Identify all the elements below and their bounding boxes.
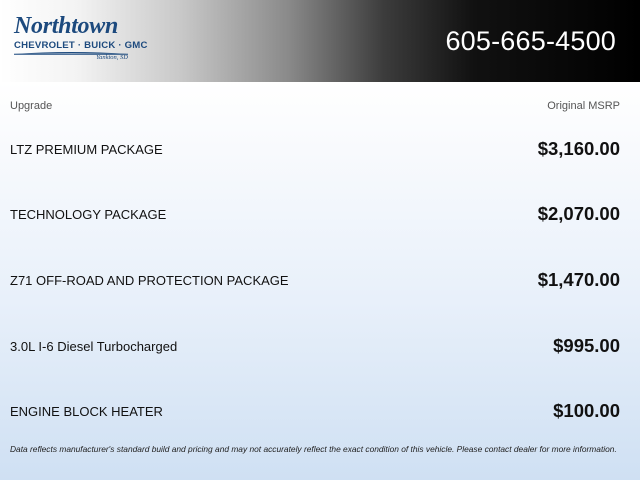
upgrade-name: TECHNOLOGY PACKAGE [10, 207, 167, 222]
table-row [0, 331, 640, 361]
upgrade-name: 3.0L I-6 Diesel Turbocharged [10, 339, 178, 354]
upgrade-price: $995.00 [553, 335, 620, 356]
header-banner [0, 0, 640, 82]
upgrade-name: Z71 OFF-ROAD AND PROTECTION PACKAGE [10, 273, 289, 288]
upgrade-price: $3,160.00 [537, 138, 620, 159]
column-header-msrp: Original MSRP [547, 100, 620, 112]
upgrade-price: $1,470.00 [537, 269, 620, 290]
table-row [0, 134, 640, 164]
table-row [0, 199, 640, 229]
logo-brands: CHEVROLET · BUICK · GMC [14, 40, 148, 51]
table-row [0, 265, 640, 295]
table-row [0, 396, 640, 426]
logo-city: Yankton, SD [96, 54, 128, 61]
upgrade-name: LTZ PREMIUM PACKAGE [10, 142, 163, 157]
dealer-logo[interactable] [12, 13, 148, 66]
column-header-upgrade: Upgrade [10, 100, 53, 112]
logo-name: Northtown [14, 13, 119, 39]
upgrade-name: ENGINE BLOCK HEATER [10, 404, 163, 419]
upgrade-price: $2,070.00 [537, 203, 620, 224]
upgrade-price: $100.00 [553, 400, 620, 421]
disclaimer-text: Data reflects manufacturer's standard build and pricing and may not accurately reflect the exact condition of this vehicle. Please contact dealer for more information. [10, 444, 617, 454]
dealer-phone[interactable]: 605-665-4500 [445, 26, 616, 56]
